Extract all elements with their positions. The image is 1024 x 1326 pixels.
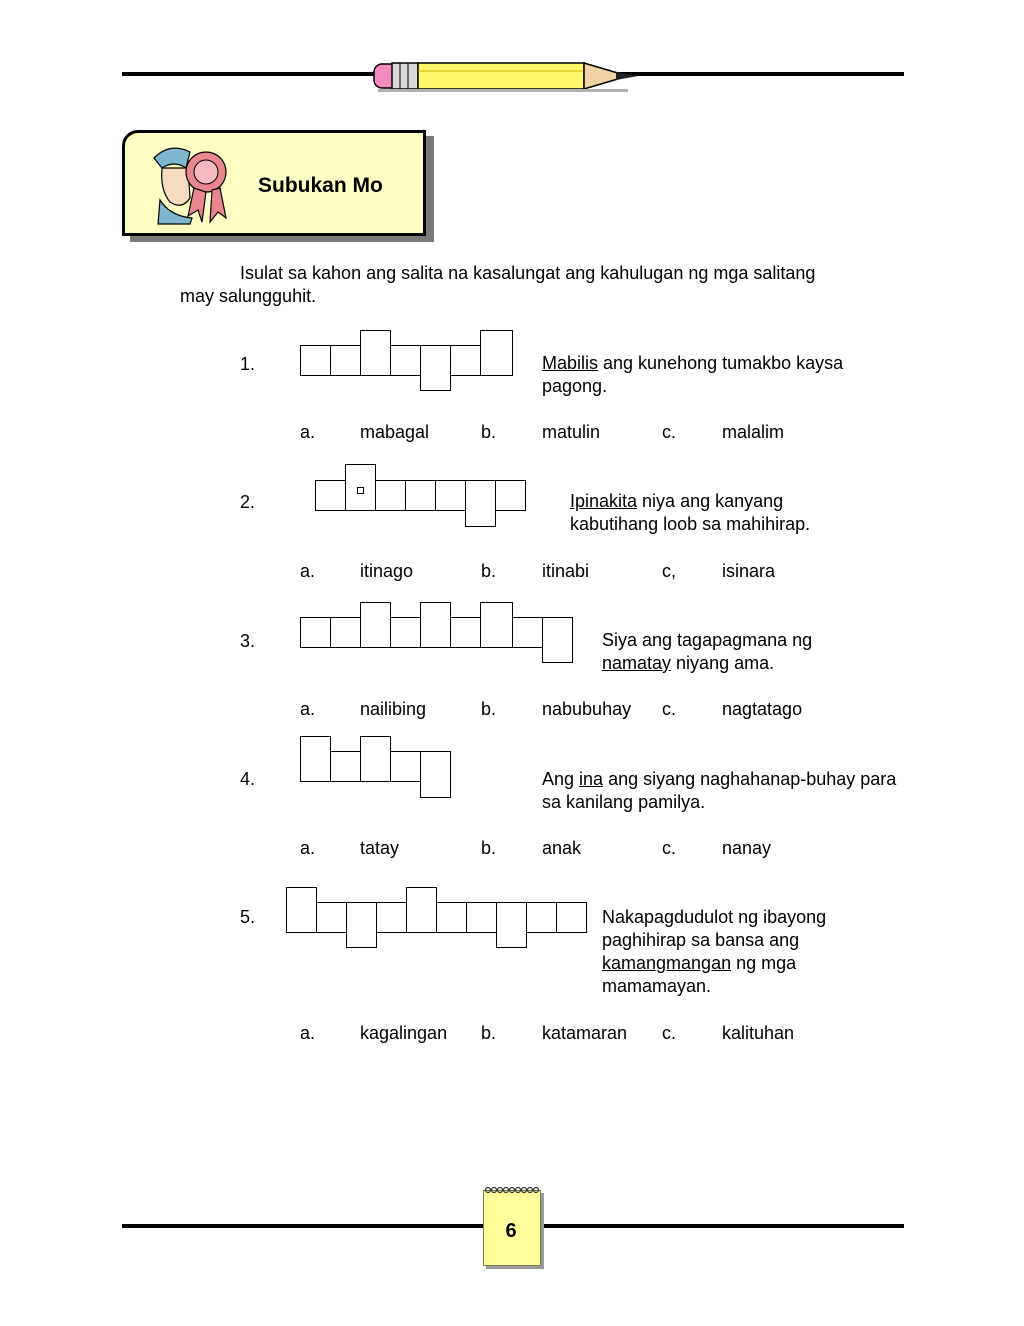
answer-box[interactable] [375,480,406,511]
answer-box[interactable] [420,345,451,391]
choice-a: mabagal [360,422,430,442]
item-4-number: 4. [240,769,256,789]
choice-b: nabubuhay [542,699,632,719]
answer-box[interactable] [420,751,451,798]
choice-c-label: c. [662,838,677,858]
answer-box[interactable] [465,480,496,527]
answer-box[interactable] [405,480,436,511]
underlined-word: Mabilis [542,353,599,373]
choice-a-label: a. [300,699,316,719]
item-3-number: 3. [240,631,256,651]
choice-c: nagtatago [722,699,803,719]
answer-box[interactable] [390,345,421,376]
answer-box[interactable] [390,617,421,648]
sentence-text: niyang ama. [671,653,775,673]
answer-box[interactable] [316,902,347,933]
item-2-sentence [570,490,860,536]
answer-box[interactable] [480,330,513,376]
award-ribbon-icon [140,138,240,226]
underlined-word: ina [579,769,604,789]
spiral-binding-icon [484,1185,540,1195]
item-1-number: 1. [240,354,256,374]
item-4-sentence [542,768,902,814]
answer-box[interactable] [512,617,543,648]
choice-a: itinago [360,561,414,581]
choice-b: katamaran [542,1023,628,1043]
choice-c-label: c. [662,699,677,719]
answer-box[interactable] [450,345,481,376]
answer-box[interactable] [330,345,361,376]
item-5-number: 5. [240,907,256,927]
answer-box[interactable] [450,617,481,648]
item-3-sentence [602,629,862,675]
section-title: Subukan Mo [258,174,383,197]
page-number: 6 [505,1220,517,1242]
answer-box[interactable] [376,902,407,933]
answer-box[interactable] [330,617,361,648]
choice-a-label: a. [300,1023,316,1043]
choice-c: isinara [722,561,776,581]
underlined-word: namatay [602,653,672,673]
instruction-line-2: may salungguhit. [180,286,317,306]
answer-box[interactable] [542,617,573,663]
sentence-text: Siya ang tagapagmana ng [602,630,813,650]
instruction-line-1: Isulat sa kahon ang salita na kasalungat ang kahulugan ng mga salitang [240,263,816,283]
item-1-sentence [542,352,892,398]
answer-box[interactable] [300,345,331,376]
sentence-text: Ang [542,769,580,789]
choice-c: malalim [722,422,785,442]
answer-box[interactable] [300,736,331,782]
sentence-text: ang siyang naghahanap-buhay para sa kanilang pamilya. [542,769,897,812]
choice-b: itinabi [542,561,590,581]
choice-b: matulin [542,422,601,442]
choice-a: kagalingan [360,1023,448,1043]
answer-box[interactable] [360,330,391,376]
answer-box[interactable] [315,480,346,511]
answer-box[interactable] [526,902,557,933]
underlined-word: kamangmangan [602,953,732,973]
choice-a: tatay [360,838,400,858]
choice-c-label: c. [662,422,677,442]
answer-box[interactable] [360,602,391,648]
item-2-number: 2. [240,492,256,512]
choice-a-label: a. [300,422,316,442]
underlined-word: Ipinakita [570,491,638,511]
answer-box[interactable] [346,902,377,948]
choice-a-label: a. [300,838,316,858]
answer-box[interactable] [330,751,361,782]
answer-box[interactable] [390,751,421,782]
answer-box[interactable] [556,902,587,933]
choice-c-label: c. [662,1023,677,1043]
sentence-text: ng mga mamamayan. [602,953,797,996]
answer-box[interactable] [360,736,391,782]
answer-box[interactable] [406,887,437,933]
item-5-sentence [602,906,862,998]
choice-b-label: b. [481,1023,497,1043]
choice-c: nanay [722,838,772,858]
choice-b-label: b. [481,838,497,858]
choice-b: anak [542,838,582,858]
answer-box[interactable] [286,887,317,933]
answer-box[interactable] [495,480,526,511]
answer-box[interactable] [345,464,376,511]
sentence-text: Nakapagdudulot ng ibayong paghihirap sa bansa ang [602,907,827,950]
choice-b-label: b. [481,699,497,719]
pencil-icon [368,58,648,94]
choice-b-label: b. [481,561,497,581]
choice-a: nailibing [360,699,427,719]
choice-c-label: c, [662,561,677,581]
choice-b-label: b. [481,422,497,442]
sentence-text: niya ang kanyang kabutihang loob sa mahihirap. [570,491,811,534]
answer-box[interactable] [480,602,513,648]
answer-box[interactable] [436,902,467,933]
choice-a-label: a. [300,561,316,581]
answer-box[interactable] [435,480,466,511]
answer-box[interactable] [496,902,527,948]
answer-box[interactable] [466,902,497,933]
sentence-text: ang kunehong tumakbo kaysa pagong. [542,353,844,396]
answer-box[interactable] [300,617,331,648]
choice-c: kalituhan [722,1023,795,1043]
answer-box[interactable] [420,602,451,648]
